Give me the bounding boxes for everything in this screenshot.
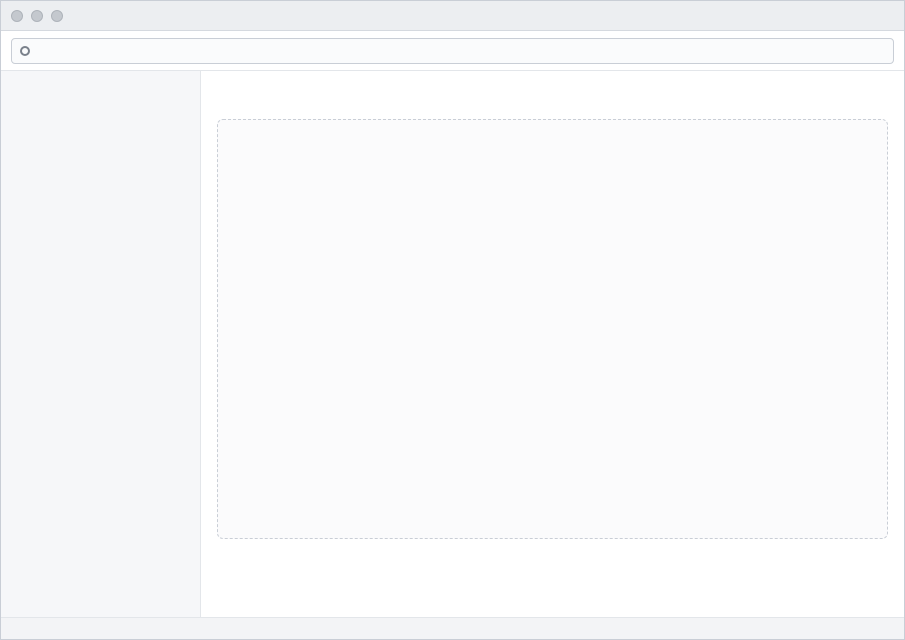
- minimize-window-button[interactable]: [31, 10, 43, 22]
- toolbar: [1, 31, 904, 71]
- title-bar: [1, 1, 904, 31]
- content-panel: [217, 119, 888, 539]
- search-icon: [20, 46, 30, 56]
- sidebar: [1, 71, 201, 617]
- search-input[interactable]: [36, 44, 885, 58]
- app-body: [1, 71, 904, 617]
- status-bar: [1, 617, 904, 639]
- window-controls: [11, 10, 63, 22]
- close-window-button[interactable]: [11, 10, 23, 22]
- search-box: [11, 38, 894, 64]
- maximize-window-button[interactable]: [51, 10, 63, 22]
- main-content: [201, 71, 904, 617]
- page-title: [217, 87, 888, 109]
